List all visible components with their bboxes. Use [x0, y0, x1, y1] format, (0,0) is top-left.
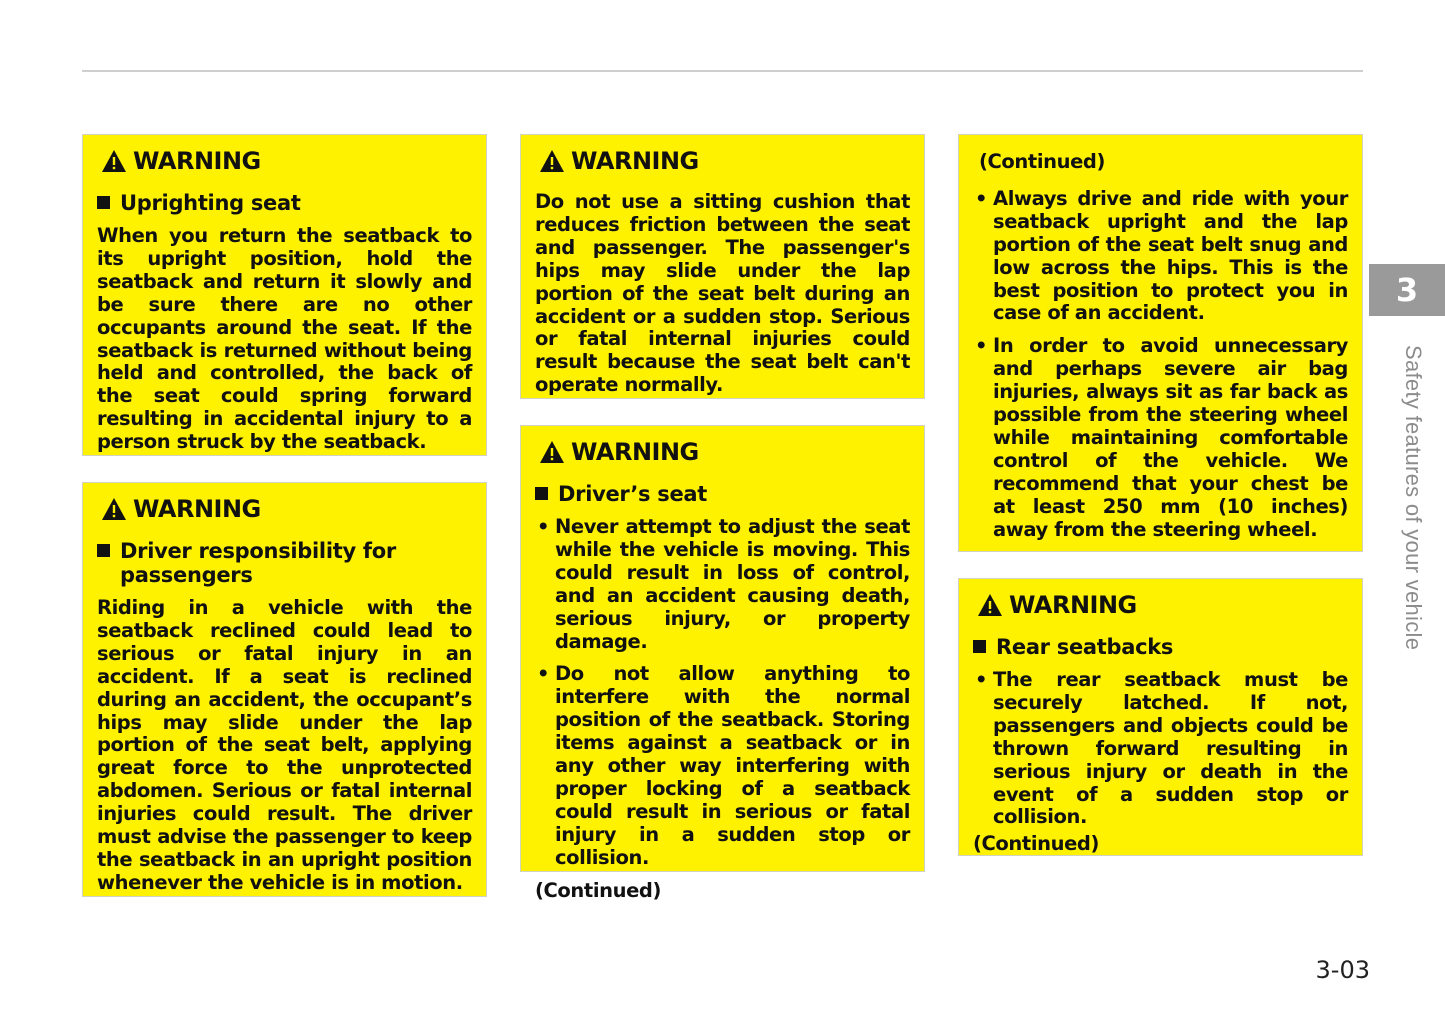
page-number: 3-03: [1315, 956, 1370, 984]
warning-box-sitting-cushion: [520, 134, 925, 399]
warning-box-drivers-seat: [520, 425, 925, 902]
list-item: [535, 516, 910, 653]
warning-header: [977, 589, 1348, 621]
top-rule: [82, 70, 1363, 72]
list-item-text: Never attempt to adjust the seat while the vehicle is moving. This could result in loss of control, and an accident causing death, serious injury, or property damage.: [555, 515, 910, 653]
warning-label: WARNING: [571, 147, 699, 175]
warning-triangle-icon: [539, 440, 565, 464]
bullet-dot: •: [537, 662, 550, 686]
subheading: [97, 539, 472, 587]
list-item: [973, 669, 1348, 829]
warning-header: [539, 145, 910, 177]
subheading-text: Uprighting seat: [120, 191, 301, 215]
bullet-list: [973, 669, 1348, 829]
subheading-text: Driver responsibility for passengers: [120, 539, 396, 587]
continued-label: (Continued): [979, 150, 1105, 173]
square-bullet-icon: [535, 487, 548, 500]
list-item: [973, 335, 1348, 541]
warning-box-continued-seatback: [958, 134, 1363, 552]
bullet-dot: •: [537, 515, 550, 538]
list-item-text: The rear seatback must be securely latched. If not, passengers and objects could be thrown forward resulting in serious injury or death in the event of a sudden stop or collision.: [993, 668, 1348, 829]
square-bullet-icon: [973, 640, 986, 653]
bullet-dot: •: [975, 668, 988, 691]
subheading: [535, 482, 910, 506]
list-item-text: Always drive and ride with your seatback upright and the lap portion of the seat belt snug and low across the hips. This is the best position to protect you in case of an accident.: [993, 186, 1348, 325]
warning-header: [101, 493, 472, 525]
subheading: [973, 635, 1348, 659]
warning-header: [101, 145, 472, 177]
list-item-text: In order to avoid unnecessary and perhaps severe air bag injuries, always sit as far back as possible from the steering wheel while maintaining comfortable control of the vehicle. We recommend that your chest be at least 250 mm (10 inches) away from the steering wheel.: [993, 334, 1348, 541]
bullet-dot: •: [975, 186, 988, 210]
subheading-text: Driver’s seat: [558, 482, 707, 506]
list-item-text: Do not allow anything to interfere with the normal position of the seatback. Storing items against a seatback or in any other way interfering with proper locking of a seatback could result in serious or fatal injury in a sudden stop or collision.: [555, 662, 910, 869]
square-bullet-icon: [97, 544, 110, 557]
continued-label: (Continued): [973, 832, 1099, 856]
warning-text: When you return the seatback to its upright position, hold the seatback and return it slowly and be sure there are no other occupants around the seat. If the seatback is returned without being held and controlled, the back of the seat could spring forward resulting in accidental injury to a person struck by the seatback.: [97, 224, 472, 454]
subheading: [97, 191, 472, 215]
warning-header: [539, 436, 910, 468]
warning-text: Do not use a sitting cushion that reduces friction between the seat and passenger. The passenger's hips may slide under the lap portion of the seat belt during an accident or a sudden stop. Serious or fatal internal injuries could result because the seat belt can't operate normally.: [535, 190, 910, 397]
chapter-title: Safety features of your vehicle: [1401, 345, 1426, 651]
warning-box-uprighting-seat: [82, 134, 487, 456]
warning-label: WARNING: [1009, 591, 1137, 619]
bullet-list: [973, 188, 1348, 542]
warning-label: WARNING: [571, 438, 699, 466]
warning-box-driver-responsibility: [82, 482, 487, 897]
warning-label: WARNING: [133, 147, 261, 175]
warning-triangle-icon: [101, 497, 127, 521]
warning-triangle-icon: [101, 149, 127, 173]
chapter-tab: 3: [1369, 264, 1445, 316]
warning-triangle-icon: [977, 593, 1003, 617]
subheading-text: Rear seatbacks: [996, 635, 1174, 659]
warning-text: Riding in a vehicle with the seatback reclined could lead to serious or fatal injury in an accident. If a seat is reclined during an accident, the occupant’s hips may slide under the lap portion of the seat belt, applying great force to the unprotected abdomen. Serious or fatal internal injuries could result. The driver must advise the passenger to keep the seatback in an upright position whenever the vehicle is in motion.: [97, 596, 472, 894]
continued-label: (Continued): [535, 878, 661, 902]
bullet-list: [535, 516, 910, 870]
square-bullet-icon: [97, 196, 110, 209]
warning-box-rear-seatbacks: [958, 578, 1363, 856]
bullet-dot: •: [975, 334, 988, 358]
warning-label: WARNING: [133, 495, 261, 523]
warning-triangle-icon: [539, 149, 565, 173]
list-item: [535, 663, 910, 869]
list-item: [973, 188, 1348, 325]
